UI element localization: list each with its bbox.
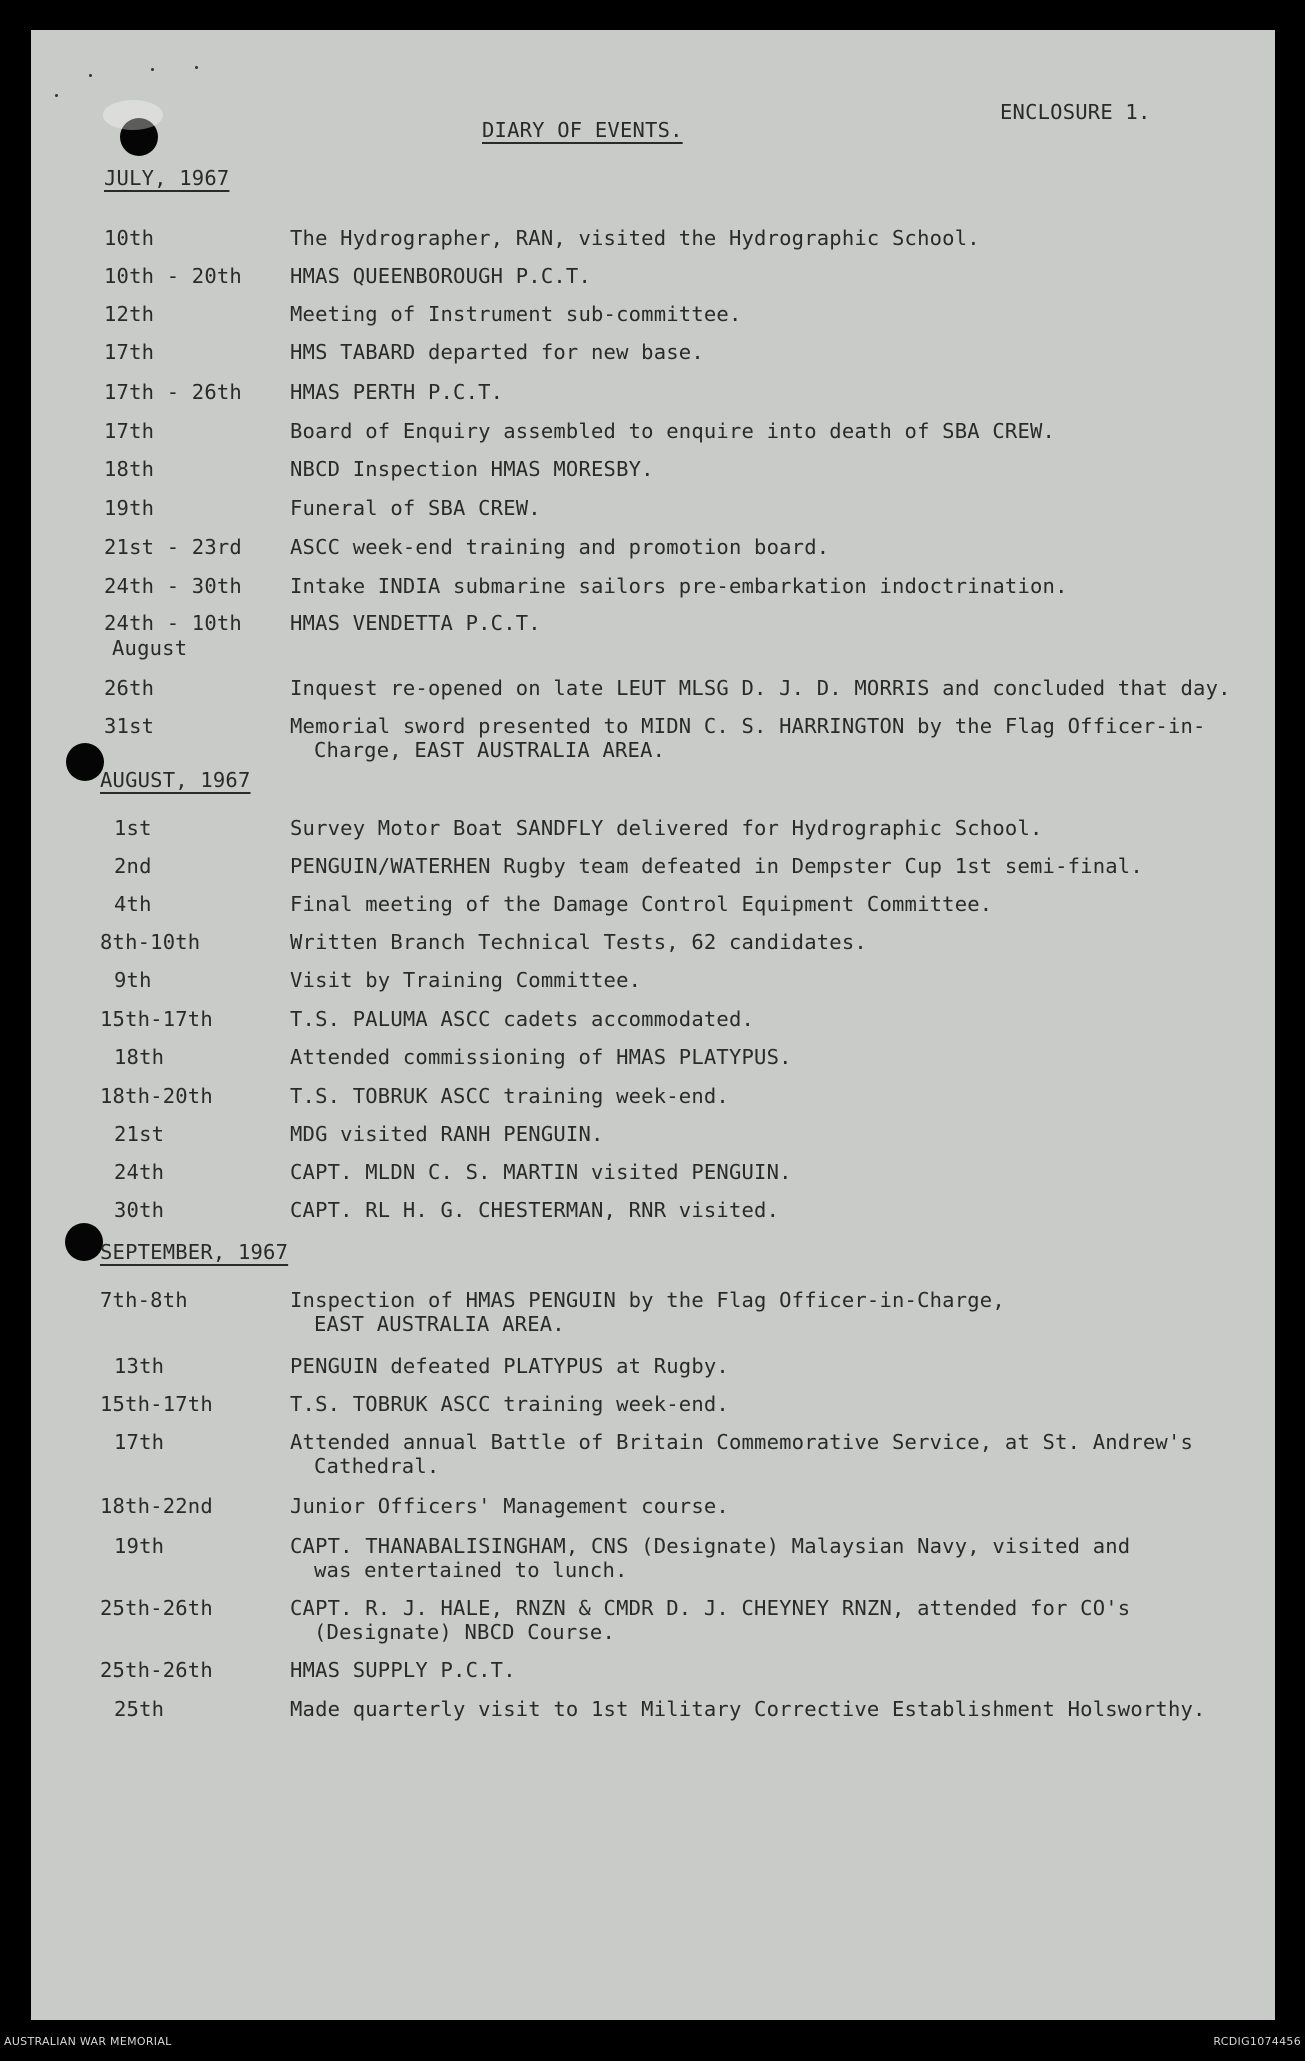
entry-text: CAPT. MLDN C. S. MARTIN visited PENGUIN.: [290, 1160, 792, 1184]
entry-date: 24th: [114, 1160, 165, 1184]
entry-date: 9th: [114, 968, 152, 992]
entry-text: The Hydrographer, RAN, visited the Hydrographic School.: [290, 226, 980, 250]
section-heading: SEPTEMBER, 1967: [100, 1240, 289, 1264]
punch-hole: [65, 1223, 103, 1261]
entry-text: Final meeting of the Damage Control Equipment Committee.: [290, 892, 993, 916]
entry-text: Made quarterly visit to 1st Military Corrective Establishment Holsworthy.: [290, 1697, 1206, 1721]
entry-text: ASCC week-end training and promotion board.: [290, 535, 830, 559]
entry-date-continuation: August: [112, 636, 188, 660]
entry-text: T.S. PALUMA ASCC cadets accommodated.: [290, 1007, 755, 1031]
section-heading: AUGUST, 1967: [100, 768, 251, 792]
entry-text: Memorial sword presented to MIDN C. S. HARRINGTON by the Flag Officer-in-: [290, 714, 1206, 738]
entry-text: Inquest re-opened on late LEUT MLSG D. J. D. MORRIS and concluded that day.: [290, 676, 1231, 700]
paper-speck: [55, 94, 58, 97]
entry-date: 18th-20th: [100, 1084, 213, 1108]
entry-date: 18th-22nd: [100, 1494, 213, 1518]
entry-text: Meeting of Instrument sub-committee.: [290, 302, 742, 326]
punch-hole: [66, 743, 104, 781]
entry-text: Attended commissioning of HMAS PLATYPUS.: [290, 1045, 792, 1069]
entry-text: Funeral of SBA CREW.: [290, 496, 541, 520]
entry-date: 15th-17th: [100, 1007, 213, 1031]
entry-text: MDG visited RANH PENGUIN.: [290, 1122, 604, 1146]
entry-date: 2nd: [114, 854, 152, 878]
entry-date: 10th - 20th: [104, 264, 242, 288]
entry-date: 17th: [114, 1430, 165, 1454]
entry-text: EAST AUSTRALIA AREA.: [314, 1312, 565, 1336]
paper-speck: [151, 68, 154, 71]
document-title: DIARY OF EVENTS.: [482, 118, 683, 142]
entry-text: Board of Enquiry assembled to enquire into death of SBA CREW.: [290, 419, 1056, 443]
entry-date: 17th - 26th: [104, 380, 242, 404]
paper-speck: [195, 66, 198, 69]
entry-text: Junior Officers' Management course.: [290, 1494, 729, 1518]
entry-date: 24th - 10th: [104, 611, 242, 635]
entry-date: 12th: [104, 302, 155, 326]
entry-date: 18th: [114, 1045, 165, 1069]
entry-text: HMAS QUEENBOROUGH P.C.T.: [290, 264, 592, 288]
entry-text: Written Branch Technical Tests, 62 candidates.: [290, 930, 867, 954]
entry-date: 19th: [104, 496, 155, 520]
footer-credit: AUSTRALIAN WAR MEMORIAL: [4, 2035, 172, 2048]
entry-text: (Designate) NBCD Course.: [314, 1620, 616, 1644]
footer-id: RCDIG1074456: [1213, 2035, 1301, 2048]
entry-text: Visit by Training Committee.: [290, 968, 642, 992]
entry-date: 18th: [104, 457, 155, 481]
entry-date: 10th: [104, 226, 155, 250]
entry-text: NBCD Inspection HMAS MORESBY.: [290, 457, 654, 481]
entry-date: 7th-8th: [100, 1288, 188, 1312]
entry-date: 8th-10th: [100, 930, 201, 954]
entry-text: CAPT. RL H. G. CHESTERMAN, RNR visited.: [290, 1198, 780, 1222]
entry-text: Charge, EAST AUSTRALIA AREA.: [314, 738, 666, 762]
entry-date: 17th: [104, 340, 155, 364]
entry-date: 21st: [114, 1122, 165, 1146]
paper-speck: [89, 74, 92, 77]
entry-date: 25th-26th: [100, 1658, 213, 1682]
entry-text: Attended annual Battle of Britain Commemorative Service, at St. Andrew's: [290, 1430, 1194, 1454]
entry-date: 26th: [104, 676, 155, 700]
entry-date: 21st - 23rd: [104, 535, 242, 559]
entry-date: 17th: [104, 419, 155, 443]
entry-text: T.S. TOBRUK ASCC training week-end.: [290, 1392, 729, 1416]
section-heading: JULY, 1967: [104, 166, 230, 190]
entry-text: Survey Motor Boat SANDFLY delivered for Hydrographic School.: [290, 816, 1043, 840]
entry-text: CAPT. THANABALISINGHAM, CNS (Designate) Malaysian Navy, visited and: [290, 1534, 1131, 1558]
entry-date: 13th: [114, 1354, 165, 1378]
entry-date: 30th: [114, 1198, 165, 1222]
entry-date: 25th-26th: [100, 1596, 213, 1620]
entry-date: 15th-17th: [100, 1392, 213, 1416]
entry-date: 19th: [114, 1534, 165, 1558]
entry-text: HMAS VENDETTA P.C.T.: [290, 611, 541, 635]
entry-date: 4th: [114, 892, 152, 916]
entry-text: HMAS SUPPLY P.C.T.: [290, 1658, 516, 1682]
entry-text: was entertained to lunch.: [314, 1558, 628, 1582]
entry-date: 31st: [104, 714, 155, 738]
entry-text: T.S. TOBRUK ASCC training week-end.: [290, 1084, 729, 1108]
entry-text: PENGUIN/WATERHEN Rugby team defeated in Dempster Cup 1st semi-final.: [290, 854, 1143, 878]
entry-text: CAPT. R. J. HALE, RNZN & CMDR D. J. CHEYNEY RNZN, attended for CO's: [290, 1596, 1131, 1620]
entry-text: PENGUIN defeated PLATYPUS at Rugby.: [290, 1354, 729, 1378]
paper-crease: [103, 100, 163, 130]
entry-date: 25th: [114, 1697, 165, 1721]
entry-text: Cathedral.: [314, 1454, 440, 1478]
entry-text: HMAS PERTH P.C.T.: [290, 380, 504, 404]
entry-text: HMS TABARD departed for new base.: [290, 340, 704, 364]
enclosure-label: ENCLOSURE 1.: [1000, 100, 1151, 124]
entry-text: Intake INDIA submarine sailors pre-embarkation indoctrination.: [290, 574, 1068, 598]
entry-date: 1st: [114, 816, 152, 840]
entry-text: Inspection of HMAS PENGUIN by the Flag Officer-in-Charge,: [290, 1288, 1005, 1312]
entry-date: 24th - 30th: [104, 574, 242, 598]
